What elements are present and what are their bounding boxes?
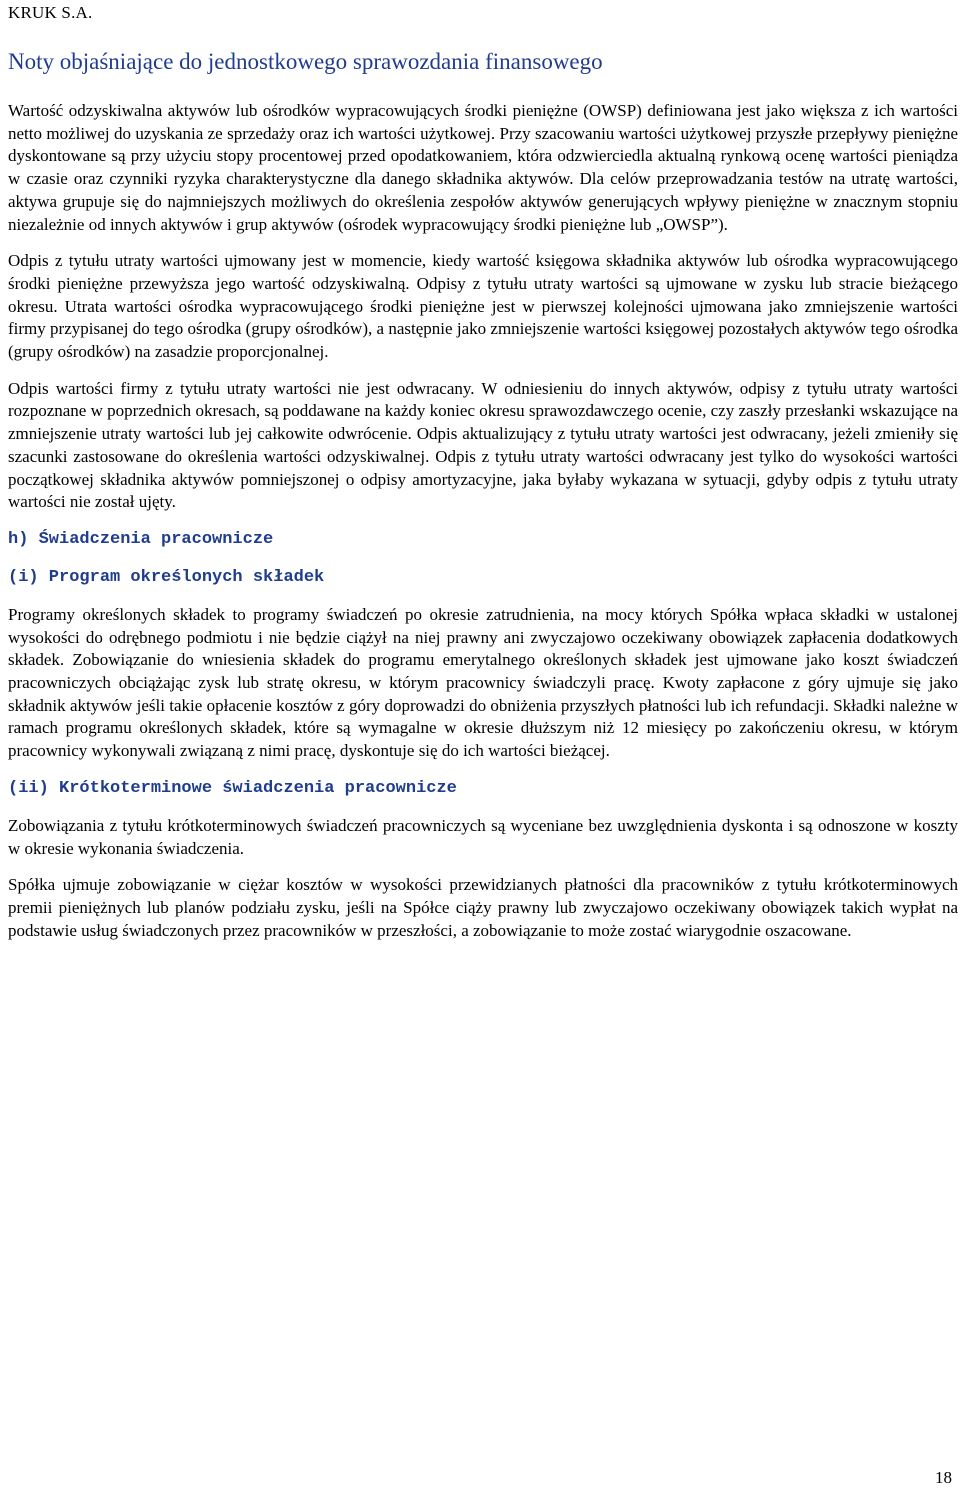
paragraph-recoverable-value: Wartość odzyskiwalna aktywów lub ośrodków wypracowujących środki pieniężne (OWSP) definiowana jest jako większa z ich wartości netto możliwej do uzyskania ze sprzedaży oraz ich wartości użytkowej. Przy szacowaniu wartości użytkowej przyszłe przepływy pieniężne dyskontowane są przy użyciu stopy procentowej przed opodatkowaniem, która odzwierciedla aktualną rynkową ocenę wartości pieniądza w czasie oraz czynniki ryzyka charakterystyczne dla danego składnika aktywów. Dla celów przeprowadzania testów na utratę wartości, aktywa grupuje się do najmniejszych możliwych do określenia zespołów aktywów generujących wpływy pieniężne w znacznym stopniu niezależnie od innych aktywów i grup aktywów (ośrodek wypracowujący środki pieniężne lub „OWSP”). <box>8 101 958 234</box>
page-title: Noty objaśniające do jednostkowego sprawozdania finansowego <box>8 49 603 74</box>
page-number: 18 <box>935 1468 952 1487</box>
section-heading-short-term-benefits: (ii) Krótkoterminowe świadczenia pracownicze <box>8 778 457 798</box>
document-body <box>8 100 958 956</box>
paragraph-short-term-benefits-1: Zobowiązania z tytułu krótkoterminowych świadczeń pracowniczych są wyceniane bez uwzględnienia dyskonta i są odnoszone w koszty w okresie wykonania świadczenia. <box>8 815 958 858</box>
paragraph-impairment-reversal: Odpis wartości firmy z tytułu utraty wartości nie jest odwracany. W odniesieniu do innych aktywów, odpisy z tytułu utraty wartości rozpoznane w poprzednich okresach, są poddawane na każdy koniec okresu sprawozdawczego ocenie, czy zaszły przesłanki wskazujące na zmniejszenie utraty wartości lub jej całkowite odwrócenie. Odpis aktualizujący z tytułu utraty wartości jest odwracany, jeżeli zmieniły się szacunki zastosowane do określenia wartości odzyskiwalnej. Odpis z tytułu utraty wartości odwracany jest tylko do wysokości wartości początkowej składnika aktywów pomniejszonej o odpisy amortyzacyjne, jaka byłaby wykazana w sytuacji, gdyby odpis z tytułu utraty wartości nie został ujęty. <box>8 378 958 512</box>
paragraph-defined-contribution: Programy określonych składek to programy świadczeń po okresie zatrudnienia, na mocy których Spółka wpłaca składki w ustalonej wysokości do odrębnego podmiotu i nie będzie ciążył na niej prawny ani zwyczajowo oczekiwany obowiązek zapłacenia dodatkowych składek. Zobowiązanie do wniesienia składek do programu emerytalnego określonych składek jest ujmowane jako koszt świadczeń pracowniczych obciążając zysk lub stratę okresu, w którym pracownicy świadczyli pracę. Kwoty zapłacone z góry ujmuje się jako składnik aktywów jeśli takie opłacenie kosztów z góry doprowadzi do obniżenia przyszłych płatności lub ich refundacji. Składki należne w ramach programu określonych składek, które są wymagalne w okresie dłuższym niż 12 miesięcy po zakończeniu okresu, w którym pracownicy wykonywali związaną z nimi pracę, dyskontuje się do ich wartości bieżącej. <box>8 604 958 761</box>
section-heading-employee-benefits: h) Świadczenia pracownicze <box>8 529 274 549</box>
company-header: KRUK S.A. <box>8 3 93 22</box>
paragraph-impairment-loss: Odpis z tytułu utraty wartości ujmowany jest w momencie, kiedy wartość księgowa składnika aktywów lub ośrodka wypracowującego środki pieniężne przewyższa jego wartość odzyskiwalną. Odpisy z tytułu utraty wartości są ujmowane w zysku lub stracie bieżącego okresu. Utrata wartości ośrodka wypracowującego środki pieniężne jest w pierwszej kolejności ujmowana jako zmniejszenie wartości firmy przypisanej do tego ośrodka (grupy ośrodków), a następnie jako zmniejszenie wartości księgowej pozostałych aktywów tego ośrodka (grupy ośrodków) na zasadzie proporcjonalnej. <box>8 251 958 362</box>
section-heading-defined-contribution: (i) Program określonych składek <box>8 567 325 587</box>
paragraph-short-term-benefits-2: Spółka ujmuje zobowiązanie w ciężar kosztów w wysokości przewidzianych płatności dla pracowników z tytułu krótkoterminowych premii pieniężnych lub planów podziału zysku, jeśli na Spółce ciąży prawny lub zwyczajowo oczekiwany obowiązek takich wypłat na podstawie usług świadczonych przez pracowników w przeszłości, a zobowiązanie to może zostać wiarygodnie oszacowane. <box>8 875 958 940</box>
